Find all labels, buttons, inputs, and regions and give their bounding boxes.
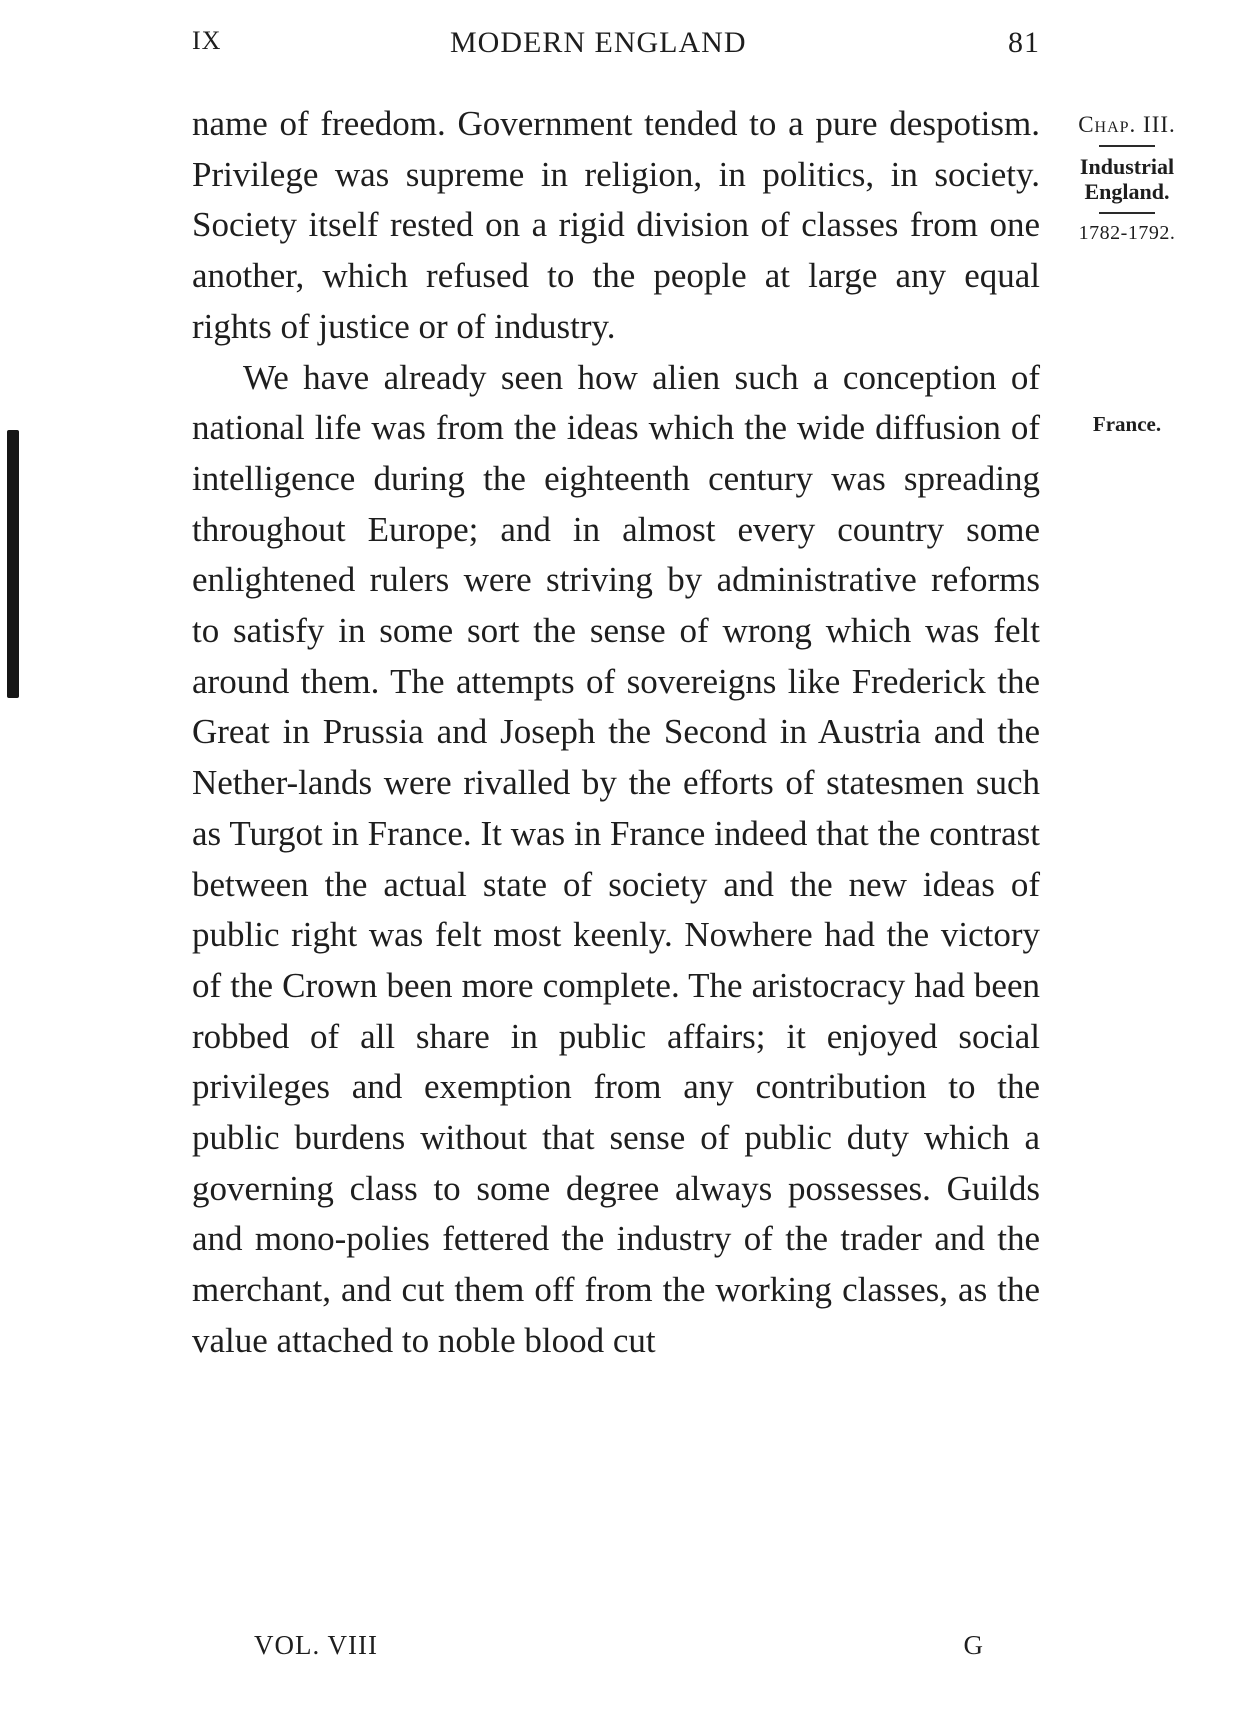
- page-footer: [254, 1630, 984, 1670]
- marginal-divider-2: [1099, 212, 1155, 214]
- marginal-note-chapter: [1056, 112, 1198, 246]
- paragraph-france: We have already seen how alien such a conception of national life was from the ideas which the wide diffusion of intelligence during the eighteenth century was spreading throughout Europe; and in almost every country some enlightened rulers were striving by administrative reforms to satisfy in some sort the sense of wrong which was felt around them. The attempts of sovereigns like Frederick the Great in Prussia and Joseph the Second in Austria and the Nether-lands were rivalled by the efforts of statesmen such as Turgot in France. It was in France indeed that the contrast between the actual state of society and the new ideas of public right was felt most keenly. Nowhere had the victory of the Crown been more complete. The aristocracy had been robbed of all share in public affairs; it enjoyed social privileges and exemption from any contribution to the public burdens without that sense of public duty which a governing class to some degree always possesses. Guilds and mono-polies fettered the industry of the trader and the merchant, and cut them off from the working classes, as the value attached to noble blood cut: [192, 357, 1040, 1360]
- marginal-divider: [1099, 145, 1155, 147]
- paragraph-continued: name of freedom. Government tended to a pure despotism. Privilege was supreme in religion, in politics, in society. Society itself rested on a rigid division of classes from one another, which refused to the people at large any equal rights of justice or of industry.: [192, 104, 1040, 346]
- running-head: [190, 20, 1040, 64]
- body-text: [192, 99, 1040, 1367]
- marginal-note-topic: France.: [1092, 412, 1162, 436]
- signature-mark: G: [963, 1630, 984, 1660]
- binding-edge-mark: [7, 430, 19, 698]
- chapter-numeral: IX: [192, 26, 222, 55]
- page-number: 81: [1008, 26, 1040, 59]
- marginal-section-line2: England.: [1084, 179, 1170, 204]
- volume-mark: VOL. VIII: [254, 1630, 378, 1660]
- marginal-section-line1: Industrial: [1079, 154, 1175, 179]
- marginal-chapter-ref: Chap. III.: [1078, 112, 1176, 137]
- marginal-dates: 1782-1792.: [1078, 222, 1176, 244]
- book-title: MODERN ENGLAND: [450, 26, 747, 59]
